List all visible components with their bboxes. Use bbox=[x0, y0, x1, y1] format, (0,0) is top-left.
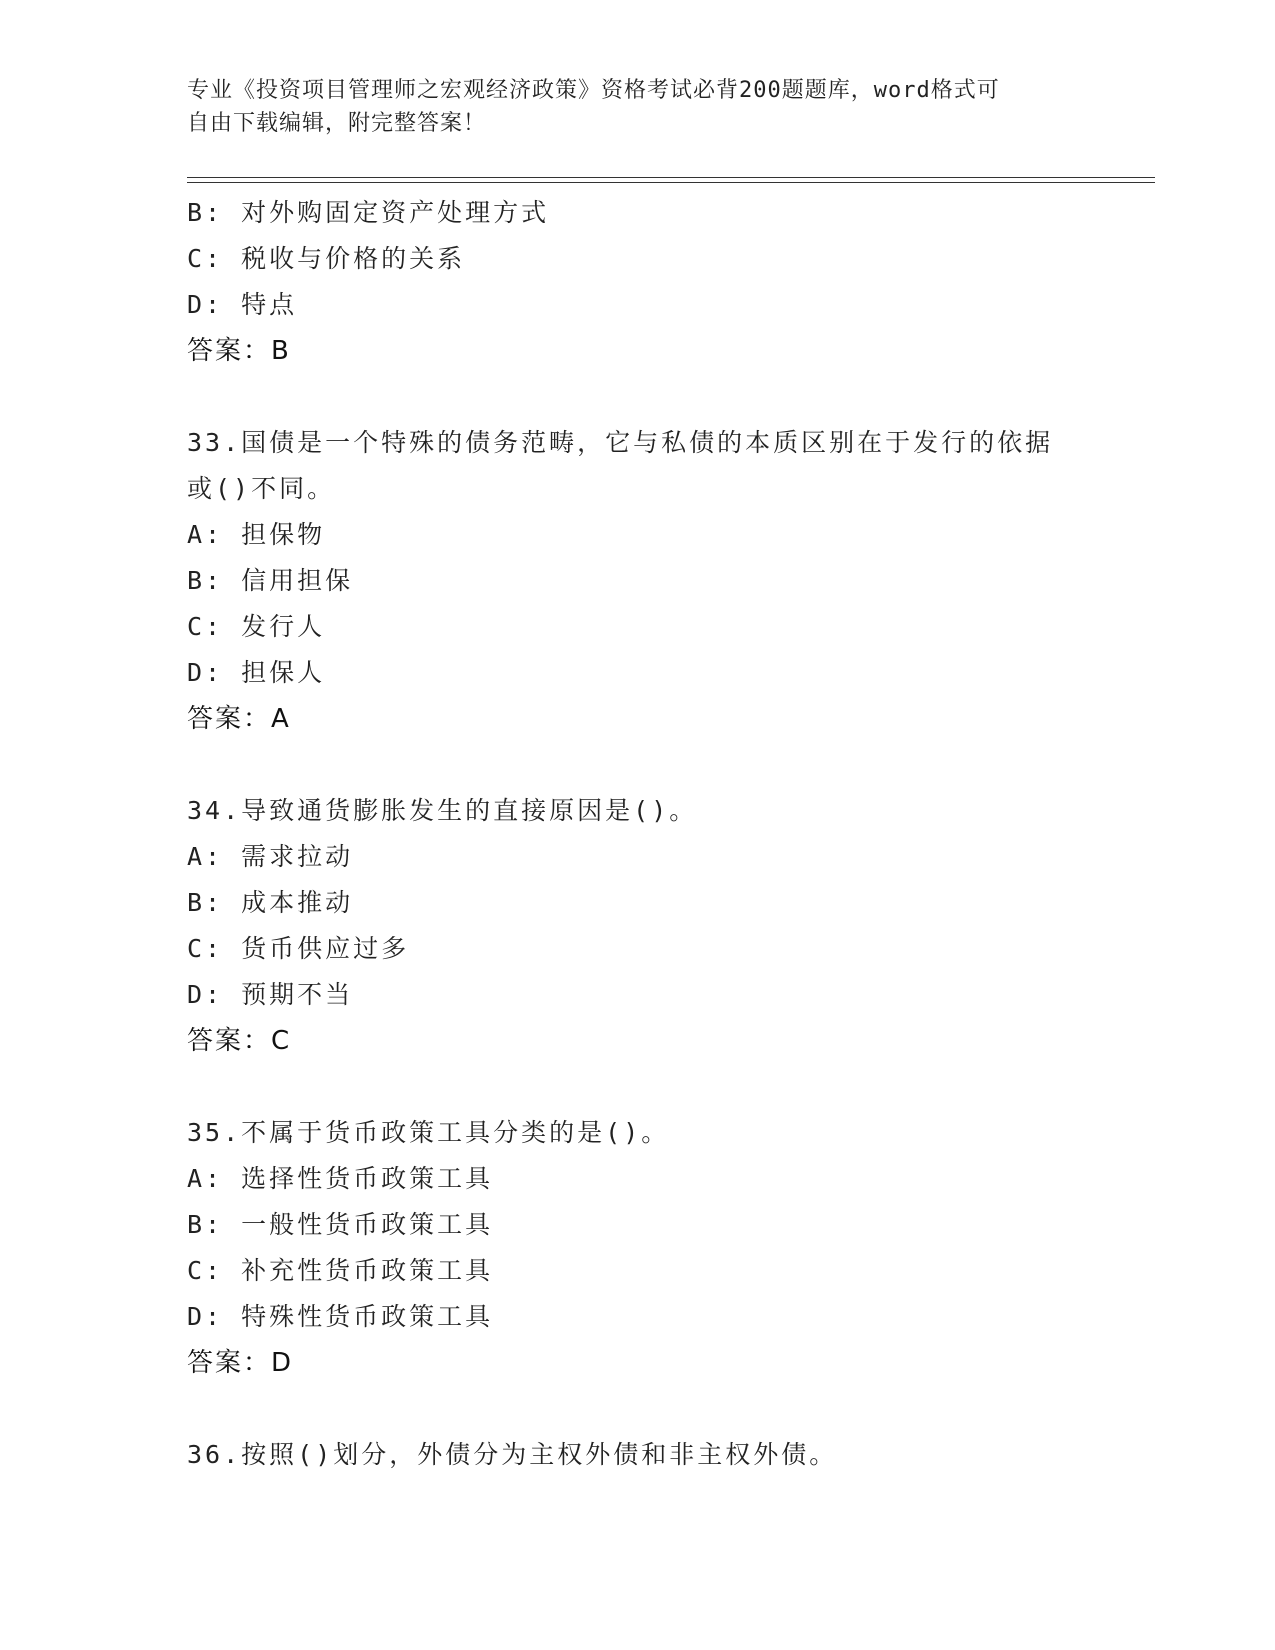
question-text-line-1: 36.按照()划分，外债分为主权外债和非主权外债。 bbox=[187, 1440, 838, 1469]
option-d: D: 特点 bbox=[187, 290, 298, 319]
option-c: C: 税收与价格的关系 bbox=[187, 244, 466, 273]
option-d: D: 预期不当 bbox=[187, 980, 354, 1009]
header-title-line-1: 专业《投资项目管理师之宏观经济政策》资格考试必背200题题库，word格式可 bbox=[187, 78, 1000, 103]
answer-label: 答案：A bbox=[187, 704, 291, 734]
option-a: A: 担保物 bbox=[187, 520, 326, 549]
option-b: B: 成本推动 bbox=[187, 888, 354, 917]
prev-question-block bbox=[187, 190, 1087, 374]
option-b: B: 一般性货币政策工具 bbox=[187, 1210, 494, 1239]
option-a: A: 需求拉动 bbox=[187, 842, 354, 871]
option-c: C: 发行人 bbox=[187, 612, 326, 641]
document-header bbox=[187, 74, 1067, 140]
question-34 bbox=[187, 788, 1087, 1064]
answer-label: 答案：C bbox=[187, 1026, 292, 1056]
header-divider-top bbox=[187, 177, 1155, 178]
option-b: B: 对外购固定资产处理方式 bbox=[187, 198, 550, 227]
option-c: C: 补充性货币政策工具 bbox=[187, 1256, 494, 1285]
answer-label: 答案：B bbox=[187, 336, 291, 366]
header-title-line-2: 自由下载编辑，附完整答案！ bbox=[187, 111, 487, 136]
option-c: C: 货币供应过多 bbox=[187, 934, 410, 963]
option-d: D: 担保人 bbox=[187, 658, 326, 687]
option-d: D: 特殊性货币政策工具 bbox=[187, 1302, 494, 1331]
question-text-line-1: 33.国债是一个特殊的债务范畴，它与私债的本质区别在于发行的依据 bbox=[187, 428, 1054, 457]
option-b: B: 信用担保 bbox=[187, 566, 354, 595]
question-content bbox=[187, 190, 1087, 1478]
option-a: A: 选择性货币政策工具 bbox=[187, 1164, 494, 1193]
question-text-line-1: 35.不属于货币政策工具分类的是()。 bbox=[187, 1118, 670, 1147]
question-35 bbox=[187, 1110, 1087, 1386]
answer-label: 答案：D bbox=[187, 1348, 294, 1378]
question-text-line-1: 34.导致通货膨胀发生的直接原因是()。 bbox=[187, 796, 698, 825]
question-36 bbox=[187, 1432, 1087, 1478]
question-33 bbox=[187, 420, 1087, 742]
header-divider-bottom bbox=[187, 182, 1155, 183]
question-text-line-2: 或()不同。 bbox=[187, 474, 336, 503]
